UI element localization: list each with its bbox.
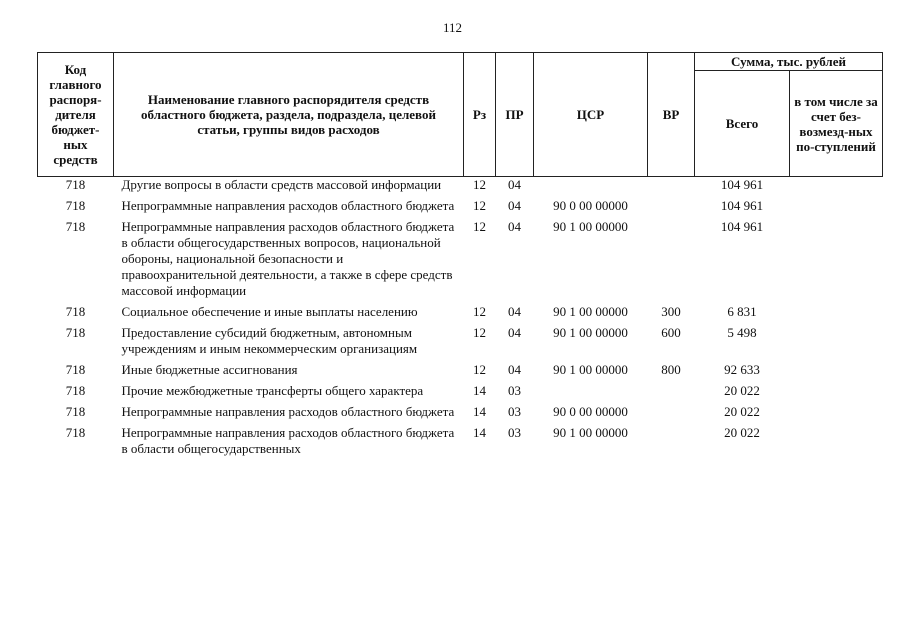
cell-name: Предоставление субсидий бюджетным, автономным учреждениям и иным некоммерческим организациям xyxy=(121,325,418,356)
cell-vr xyxy=(648,177,695,199)
cell-name: Социальное обеспечение и иные выплаты населению xyxy=(121,304,418,319)
header-code: Код главного распоря-дителя бюджет-ных средств xyxy=(38,53,114,177)
cell-pr: 04 xyxy=(508,325,521,340)
cell-vr: 800 xyxy=(661,362,681,377)
header-csr: ЦСР xyxy=(534,53,648,177)
cell-incl xyxy=(790,198,883,219)
cell-incl xyxy=(790,383,883,404)
cell-code: 718 xyxy=(65,304,86,319)
cell-name: Прочие межбюджетные трансферты общего характера xyxy=(121,383,424,398)
cell-code: 718 xyxy=(65,219,86,234)
header-vr: ВР xyxy=(648,53,695,177)
cell-incl xyxy=(790,325,883,362)
cell-csr: 90 1 00 00000 xyxy=(553,425,628,440)
cell-total: 5 498 xyxy=(727,325,757,340)
cell-name: Непрограммные направления расходов областного бюджета xyxy=(121,404,455,419)
table-row xyxy=(38,383,883,404)
table-row xyxy=(38,404,883,425)
table-header xyxy=(38,53,883,177)
cell-pr: 04 xyxy=(508,362,521,377)
table-row xyxy=(38,362,883,383)
cell-rz: 12 xyxy=(473,325,486,340)
cell-code: 718 xyxy=(65,325,86,340)
cell-total: 104 961 xyxy=(720,177,764,192)
cell-code: 718 xyxy=(65,383,86,398)
cell-pr: 04 xyxy=(508,198,521,213)
table-row xyxy=(38,325,883,362)
budget-table xyxy=(37,52,883,462)
cell-rz: 12 xyxy=(473,362,486,377)
cell-total: 6 831 xyxy=(727,304,757,319)
cell-incl xyxy=(790,177,883,199)
cell-rz: 14 xyxy=(473,383,486,398)
cell-vr xyxy=(648,219,695,304)
cell-code: 718 xyxy=(65,425,86,440)
cell-total: 104 961 xyxy=(720,219,764,234)
cell-pr: 04 xyxy=(508,177,521,192)
table-body xyxy=(38,177,883,463)
cell-incl xyxy=(790,404,883,425)
cell-csr xyxy=(534,177,648,199)
cell-name: Непрограммные направления расходов областного бюджета xyxy=(121,198,455,213)
cell-name: Непрограммные направления расходов областного бюджета в области общегосударственных вопросов, национальной обороны, национальной безопасности и правоохранительной деятельности, а также в сфере средств массовой информации xyxy=(121,219,455,298)
cell-pr: 03 xyxy=(508,425,521,440)
table-row xyxy=(38,219,883,304)
cell-pr: 03 xyxy=(508,383,521,398)
cell-incl xyxy=(790,362,883,383)
cell-vr xyxy=(648,383,695,404)
table-row xyxy=(38,425,883,462)
cell-rz: 14 xyxy=(473,404,486,419)
header-incl: в том числе за счет без-возмезд-ных по-ступлений xyxy=(790,71,883,177)
cell-pr: 04 xyxy=(508,219,521,234)
cell-code: 718 xyxy=(65,362,86,377)
page-number: 112 xyxy=(442,20,463,35)
cell-vr: 300 xyxy=(661,304,681,319)
cell-total: 104 961 xyxy=(720,198,764,213)
table-row xyxy=(38,198,883,219)
cell-incl xyxy=(790,219,883,304)
table-row xyxy=(38,304,883,325)
cell-rz: 12 xyxy=(473,198,486,213)
cell-name: Непрограммные направления расходов областного бюджета в области общегосударственных xyxy=(121,425,455,456)
cell-code: 718 xyxy=(65,177,86,192)
cell-csr: 90 0 00 00000 xyxy=(553,198,628,213)
cell-csr: 90 0 00 00000 xyxy=(553,404,628,419)
cell-total: 92 633 xyxy=(724,362,760,377)
cell-pr: 03 xyxy=(508,404,521,419)
cell-incl xyxy=(790,425,883,462)
cell-vr: 600 xyxy=(661,325,681,340)
table-row xyxy=(38,177,883,199)
cell-code: 718 xyxy=(65,404,86,419)
cell-vr xyxy=(648,425,695,462)
cell-csr: 90 1 00 00000 xyxy=(553,362,628,377)
cell-incl xyxy=(790,304,883,325)
cell-rz: 12 xyxy=(473,219,486,234)
header-total: Всего xyxy=(695,71,790,177)
cell-rz: 12 xyxy=(473,304,486,319)
cell-csr xyxy=(534,383,648,404)
header-rz: Рз xyxy=(464,53,496,177)
cell-pr: 04 xyxy=(508,304,521,319)
cell-total: 20 022 xyxy=(724,383,760,398)
cell-code: 718 xyxy=(65,198,86,213)
cell-name: Иные бюджетные ассигнования xyxy=(121,362,298,377)
cell-vr xyxy=(648,198,695,219)
cell-rz: 12 xyxy=(473,177,486,192)
cell-csr: 90 1 00 00000 xyxy=(553,219,628,234)
cell-total: 20 022 xyxy=(724,404,760,419)
header-sum-group: Сумма, тыс. рублей xyxy=(695,53,883,71)
cell-vr xyxy=(648,404,695,425)
header-pr: ПР xyxy=(496,53,534,177)
header-name: Наименование главного распорядителя средств областного бюджета, раздела, подраздела, целевой статьи, группы видов расходов xyxy=(114,53,464,177)
cell-csr: 90 1 00 00000 xyxy=(553,304,628,319)
cell-total: 20 022 xyxy=(724,425,760,440)
cell-name: Другие вопросы в области средств массовой информации xyxy=(121,177,442,192)
cell-csr: 90 1 00 00000 xyxy=(553,325,628,340)
cell-rz: 14 xyxy=(473,425,486,440)
